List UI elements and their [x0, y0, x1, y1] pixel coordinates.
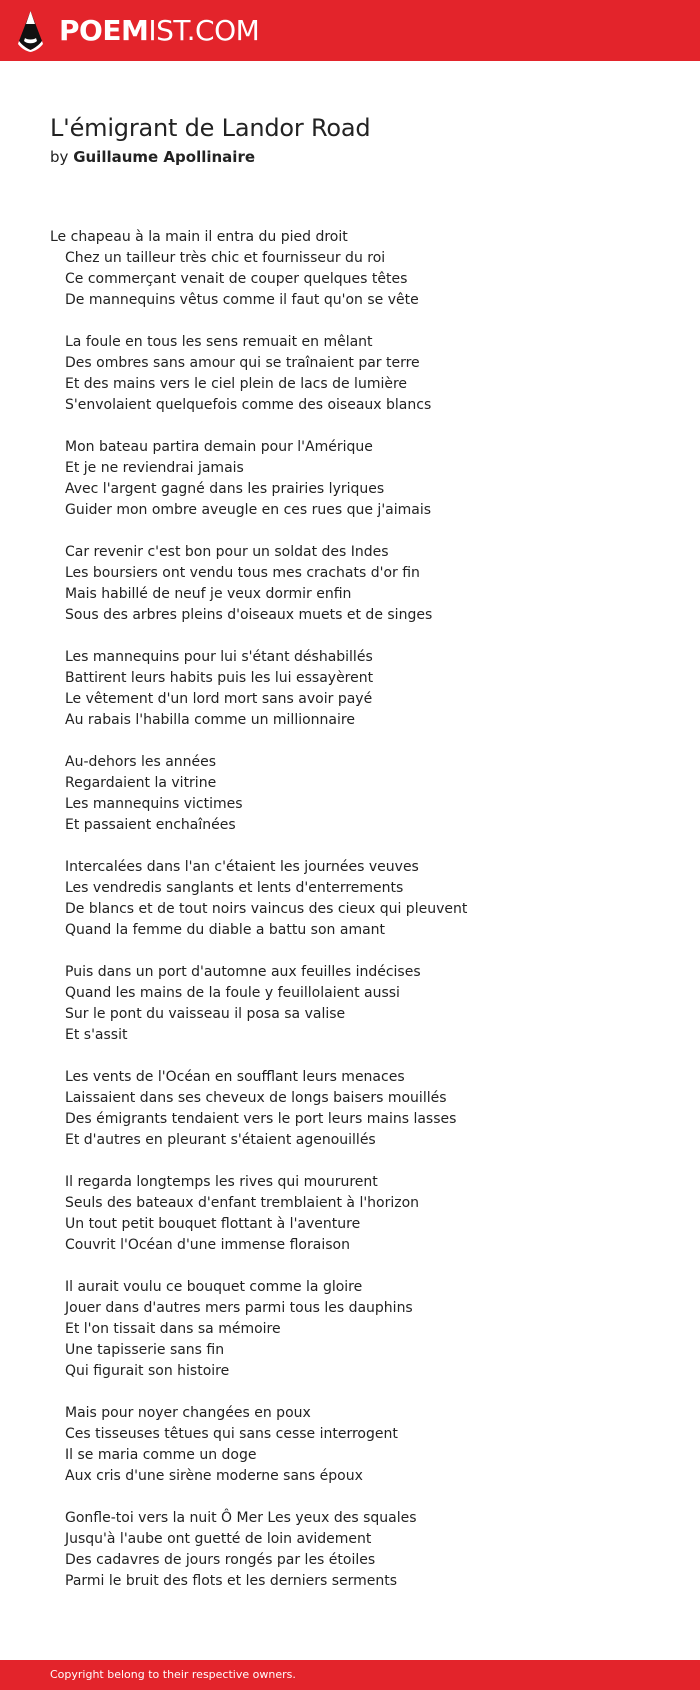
poem-line: Il se maria comme un doge — [65, 1447, 257, 1463]
poem-stanza-7 — [50, 857, 660, 941]
poem-line: Guider mon ombre aveugle en ces rues que j'aimais — [65, 502, 432, 518]
poem-line: Sous des arbres pleins d'oiseaux muets et de singes — [65, 607, 433, 623]
poem-content — [50, 111, 660, 1613]
poem-line: Des ombres sans amour qui se traînaient par terre — [65, 355, 420, 371]
pencil-tip-icon — [17, 9, 44, 53]
poem-line: Gonfle-toi vers la nuit Ô Mer Les yeux des squales — [65, 1510, 417, 1526]
poem-line: Seuls des bateaux d'enfant tremblaient à l'horizon — [65, 1195, 420, 1211]
poem-line: Le vêtement d'un lord mort sans avoir payé — [65, 691, 373, 707]
poem-line: S'envolaient quelquefois comme des oiseaux blancs — [65, 397, 432, 413]
poem-line: Ces tisseuses têtues qui sans cesse interrogent — [65, 1426, 398, 1442]
poem-line: Intercalées dans l'an c'étaient les journées veuves — [65, 859, 419, 875]
poem-line: Les mannequins pour lui s'étant déshabillés — [65, 649, 373, 665]
poem-line: Avec l'argent gagné dans les prairies lyriques — [65, 481, 385, 497]
poem-line: Des cadavres de jours rongés par les étoiles — [65, 1552, 376, 1568]
poem-line: Des émigrants tendaient vers le port leurs mains lasses — [65, 1111, 457, 1127]
poem-body — [50, 227, 660, 1592]
poem-stanza-12 — [50, 1403, 660, 1487]
poem-line: Il regarda longtemps les rives qui moururent — [65, 1174, 378, 1190]
poem-line: Et je ne reviendrai jamais — [65, 460, 244, 476]
poem-stanza-5 — [50, 647, 660, 731]
copyright-text: Copyright belong to their respective owners. — [50, 1668, 296, 1681]
poem-line: Jusqu'à l'aube ont guetté de loin avidement — [65, 1531, 372, 1547]
poem-line: Mais pour noyer changées en poux — [65, 1405, 311, 1421]
poem-line: Le chapeau à la main il entra du pied droit — [50, 229, 348, 245]
poem-line: Une tapisserie sans fin — [65, 1342, 225, 1358]
poem-byline — [50, 147, 660, 167]
poem-line: Un tout petit bouquet flottant à l'aventure — [65, 1216, 361, 1232]
poem-stanza-3 — [50, 437, 660, 521]
site-logo-link[interactable] — [17, 0, 259, 61]
poem-line: Mais habillé de neuf je veux dormir enfin — [65, 586, 352, 602]
poem-line: Au rabais l'habilla comme un millionnaire — [65, 712, 355, 728]
poem-line: Couvrit l'Océan d'une immense floraison — [65, 1237, 350, 1253]
poem-line: Les vents de l'Océan en soufflant leurs menaces — [65, 1069, 405, 1085]
logo-bold-text: POEM — [59, 14, 149, 47]
poem-line: Quand les mains de la foule y feuillolaient aussi — [65, 985, 400, 1001]
poem-line: Et d'autres en pleurant s'étaient agenouillés — [65, 1132, 376, 1148]
poem-line: Jouer dans d'autres mers parmi tous les dauphins — [65, 1300, 413, 1316]
poem-stanza-11 — [50, 1277, 660, 1382]
poem-line: Ce commerçant venait de couper quelques têtes — [65, 271, 408, 287]
poem-title: L'émigrant de Landor Road — [50, 114, 371, 142]
poem-line: La foule en tous les sens remuait en mêlant — [65, 334, 373, 350]
poem-stanza-13 — [50, 1508, 660, 1592]
poem-stanza-10 — [50, 1172, 660, 1256]
poem-line: Aux cris d'une sirène moderne sans époux — [65, 1468, 363, 1484]
poem-stanza-1 — [50, 227, 660, 311]
site-header — [0, 0, 700, 61]
poem-stanza-4 — [50, 542, 660, 626]
poem-line: Qui figurait son histoire — [65, 1363, 230, 1379]
poem-line: Les vendredis sanglants et lents d'enterrements — [65, 880, 404, 896]
poem-line: Les boursiers ont vendu tous mes crachats d'or fin — [65, 565, 420, 581]
poem-line: Les mannequins victimes — [65, 796, 243, 812]
site-logo-text — [59, 0, 259, 61]
poem-line: Regardaient la vitrine — [65, 775, 217, 791]
poem-line: Et passaient enchaînées — [65, 817, 236, 833]
poem-line: Et des mains vers le ciel plein de lacs de lumière — [65, 376, 408, 392]
site-footer — [0, 1660, 700, 1690]
by-label: by — [50, 148, 69, 166]
poem-line: Chez un tailleur très chic et fournisseur du roi — [65, 250, 386, 266]
poem-line: Sur le pont du vaisseau il posa sa valise — [65, 1006, 346, 1022]
poem-line: Laissaient dans ses cheveux de longs baisers mouillés — [65, 1090, 447, 1106]
poem-line: Mon bateau partira demain pour l'Amérique — [65, 439, 373, 455]
poem-line: Parmi le bruit des flots et les derniers serments — [65, 1573, 398, 1589]
poem-line: Et l'on tissait dans sa mémoire — [65, 1321, 281, 1337]
poem-line: Et s'assit — [65, 1027, 128, 1043]
poem-line: Battirent leurs habits puis les lui essayèrent — [65, 670, 374, 686]
poem-author: Guillaume Apollinaire — [73, 148, 256, 166]
poem-stanza-9 — [50, 1067, 660, 1151]
poem-stanza-6 — [50, 752, 660, 836]
poem-line: Au-dehors les années — [65, 754, 217, 770]
poem-line: Quand la femme du diable a battu son amant — [65, 922, 386, 938]
poem-line: Puis dans un port d'automne aux feuilles indécises — [65, 964, 421, 980]
poem-line: Car revenir c'est bon pour un soldat des Indes — [65, 544, 389, 560]
poem-stanza-8 — [50, 962, 660, 1046]
poem-line: De mannequins vêtus comme il faut qu'on se vête — [65, 292, 419, 308]
poem-line: Il aurait voulu ce bouquet comme la gloire — [65, 1279, 363, 1295]
poem-line: De blancs et de tout noirs vaincus des cieux qui pleuvent — [65, 901, 468, 917]
poem-stanza-2 — [50, 332, 660, 416]
logo-light-text: IST.COM — [148, 14, 260, 47]
